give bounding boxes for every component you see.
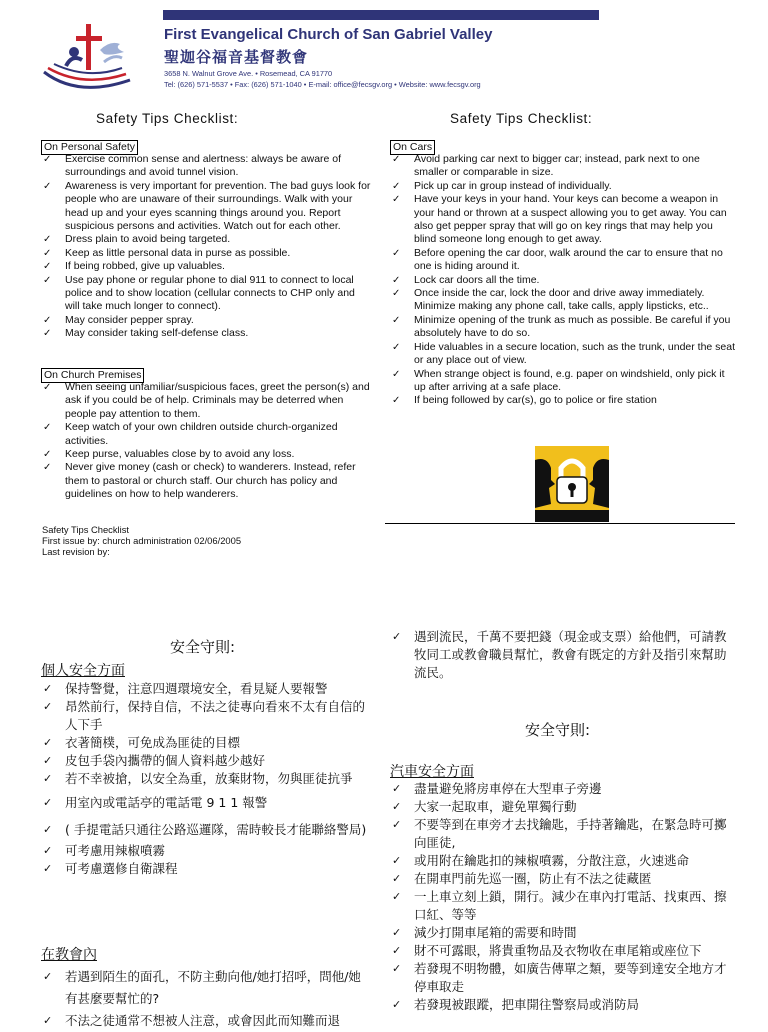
list-item: ✓ ( 手提電話只通往公路巡邏隊，需時較長才能聯絡警局) xyxy=(41,818,371,842)
zh-title-right: 安全守則: xyxy=(525,721,591,739)
church-contact: Tel: (626) 571-5537 • Fax: (626) 571-1040 • E-mail: office@fecsgv.org • Website: www.fecsgv.org xyxy=(164,80,481,89)
footer-issue: First issue by: church administration 02/06/2005 xyxy=(42,535,242,546)
list-item: ✓ Keep as little personal data in purse as possible. xyxy=(41,247,371,260)
list-item: ✓ Have your keys in your hand. Your keys can become a weapon in your hand or thrown at a suspect allowing you to get away. You can also get pepper spray that will go on key rings that may help you blind someone long enough to get away. xyxy=(390,193,736,247)
zh-personal-list xyxy=(41,680,371,878)
list-item: ✓ Use pay phone or regular phone to dial 911 to connect to local police and to show location (cellular connects to CHP only and will take much longer to connect). xyxy=(41,274,371,314)
list-item: ✓ Awareness is very important for prevention. The bad guys look for people who are unaware of their surroundings. Walk with your head up and your eyes scanning things around you. Report suspicious persons and activities. Watch out for each other. xyxy=(41,180,371,234)
personal-safety-label: On Personal Safety xyxy=(41,140,138,155)
list-item: ✓ Minimize opening of the trunk as much as possible. Be careful if you absolutely have to do so. xyxy=(390,314,736,341)
church-cross-logo-icon xyxy=(38,20,158,92)
list-item: ✓ 若發現被跟蹤，把車開往警察局或消防局 xyxy=(390,996,736,1014)
list-item: ✓ Hide valuables in a secure location, such as the trunk, under the seat or any place out of view. xyxy=(390,341,736,368)
list-item: ✓ 在開車門前先巡一圈，防止有不法之徒藏匿 xyxy=(390,870,736,888)
list-item: ✓ 不法之徒通常不想被人注意，或會因此而知難而退 xyxy=(41,1010,371,1032)
list-item: ✓ Avoid parking car next to bigger car; instead, park next to one smaller or comparable in size. xyxy=(390,153,736,180)
footer-revision: Last revision by: xyxy=(42,546,110,557)
church-name-chinese: 聖迦谷福音基督教會 xyxy=(164,48,309,66)
church-premises-label: On Church Premises xyxy=(41,368,144,383)
zh-title-left: 安全守則: xyxy=(170,638,236,656)
church-name: First Evangelical Church of San Gabriel Valley xyxy=(164,26,493,43)
list-item: ✓ Keep purse, valuables close by to avoid any loss. xyxy=(41,448,371,461)
list-item: ✓ 可考慮選修自衛課程 xyxy=(41,860,371,878)
list-item: ✓ 保持警覺，注意四週環境安全，看見疑人要報警 xyxy=(41,680,371,698)
zh-wanderers-list xyxy=(390,628,736,682)
on-cars-list xyxy=(390,153,736,408)
list-item: ✓ 皮包手袋內攜帶的個人資料越少越好 xyxy=(41,752,371,770)
list-item: ✓ If being followed by car(s), go to police or fire station xyxy=(390,394,736,407)
list-item: ✓ 一上車立刻上鎖，開行。減少在車內打電話、找東西、擦口紅、等等 xyxy=(390,888,736,924)
list-item: ✓ 遇到流民，千萬不要把錢（現金或支票）給他們，可請教牧同工或教會職員幫忙，教會有既定的方針及指引來幫助流民。 xyxy=(390,628,736,682)
list-item: ✓ Dress plain to avoid being targeted. xyxy=(41,233,371,246)
list-item: ✓ When seeing unfamiliar/suspicious faces, greet the person(s) and ask if you could be of help. Criminals may be deterred when people pay attention to them. xyxy=(41,381,371,421)
list-item: ✓ 財不可露眼，將貴重物品及衣物收在車尾箱或座位下 xyxy=(390,942,736,960)
list-item: ✓ If being robbed, give up valuables. xyxy=(41,260,371,273)
zh-church-label: 在教會內 xyxy=(41,946,97,962)
list-item: ✓ 用室內或電話亭的電話電 9 1 1 報警 xyxy=(41,794,371,812)
list-item: ✓ 減少打開車尾箱的需要和時間 xyxy=(390,924,736,942)
church-premises-list xyxy=(41,381,371,502)
zh-cars-label: 汽車安全方面 xyxy=(390,763,474,779)
list-item: ✓ 可考慮用辣椒噴霧 xyxy=(41,842,371,860)
footer-title: Safety Tips Checklist xyxy=(42,524,130,535)
list-item: ✓ Lock car doors all the time. xyxy=(390,274,736,287)
list-item: ✓ Keep watch of your own children outside church-organized activities. xyxy=(41,421,371,448)
list-item: ✓ When strange object is found, e.g. paper on windshield, only pick it up after arriving at a safe place. xyxy=(390,368,736,395)
list-item: ✓ Pick up car in group instead of individually. xyxy=(390,180,736,193)
zh-church-list xyxy=(41,966,371,1032)
list-item: ✓ 或用附在鑰匙扣的辣椒噴霧，分散注意，火速逃命 xyxy=(390,852,736,870)
header-bar xyxy=(163,10,599,20)
list-item: ✓ 不要等到在車旁才去找鑰匙，手持著鑰匙，在緊急時可擲向匪徒, xyxy=(390,816,736,852)
on-cars-label: On Cars xyxy=(390,140,435,155)
list-item: ✓ Once inside the car, lock the door and drive away immediately. Minimize making any phone call, take calls, apply lipsticks, etc.. xyxy=(390,287,736,314)
personal-safety-list xyxy=(41,153,371,341)
list-item: ✓ 若不幸被搶，以安全為重，放棄財物，勿與匪徒抗爭 xyxy=(41,770,371,788)
zh-cars-list xyxy=(390,780,736,1014)
divider xyxy=(385,523,735,524)
list-item: ✓ 盡量避免將房車停在大型車子旁邊 xyxy=(390,780,736,798)
list-item: ✓ May consider taking self-defense class. xyxy=(41,327,371,340)
list-item: ✓ 若發現不明物體，如廣告傳單之類，要等到達安全地方才停車取走 xyxy=(390,960,736,996)
list-item: ✓ Never give money (cash or check) to wanderers. Instead, refer them to pastoral or church staff. Our church has policy and guidelines on how to help wanderers. xyxy=(41,461,371,501)
list-item: ✓ 衣著簡樸，可免成為匪徒的目標 xyxy=(41,734,371,752)
list-item: ✓ 若遇到陌生的面孔，不防主動向他/她打招呼，問他/她有甚麼要幫忙的? xyxy=(41,966,371,1010)
left-title: Safety Tips Checklist: xyxy=(96,111,239,126)
list-item: ✓ Before opening the car door, walk around the car to ensure that no one is hiding around it. xyxy=(390,247,736,274)
zh-personal-label: 個人安全方面 xyxy=(41,662,125,678)
security-padlock-icon xyxy=(535,446,609,522)
right-title: Safety Tips Checklist: xyxy=(450,111,593,126)
list-item: ✓ Exercise common sense and alertness: always be aware of surroundings and avoid tunnel vision. xyxy=(41,153,371,180)
church-address: 3658 N. Walnut Grove Ave. • Rosemead, CA 91770 xyxy=(164,69,333,78)
list-item: ✓ May consider pepper spray. xyxy=(41,314,371,327)
list-item: ✓ 大家一起取車，避免單獨行動 xyxy=(390,798,736,816)
list-item: ✓ 昂然前行，保持自信，不法之徒專向看來不太有自信的人下手 xyxy=(41,698,371,734)
